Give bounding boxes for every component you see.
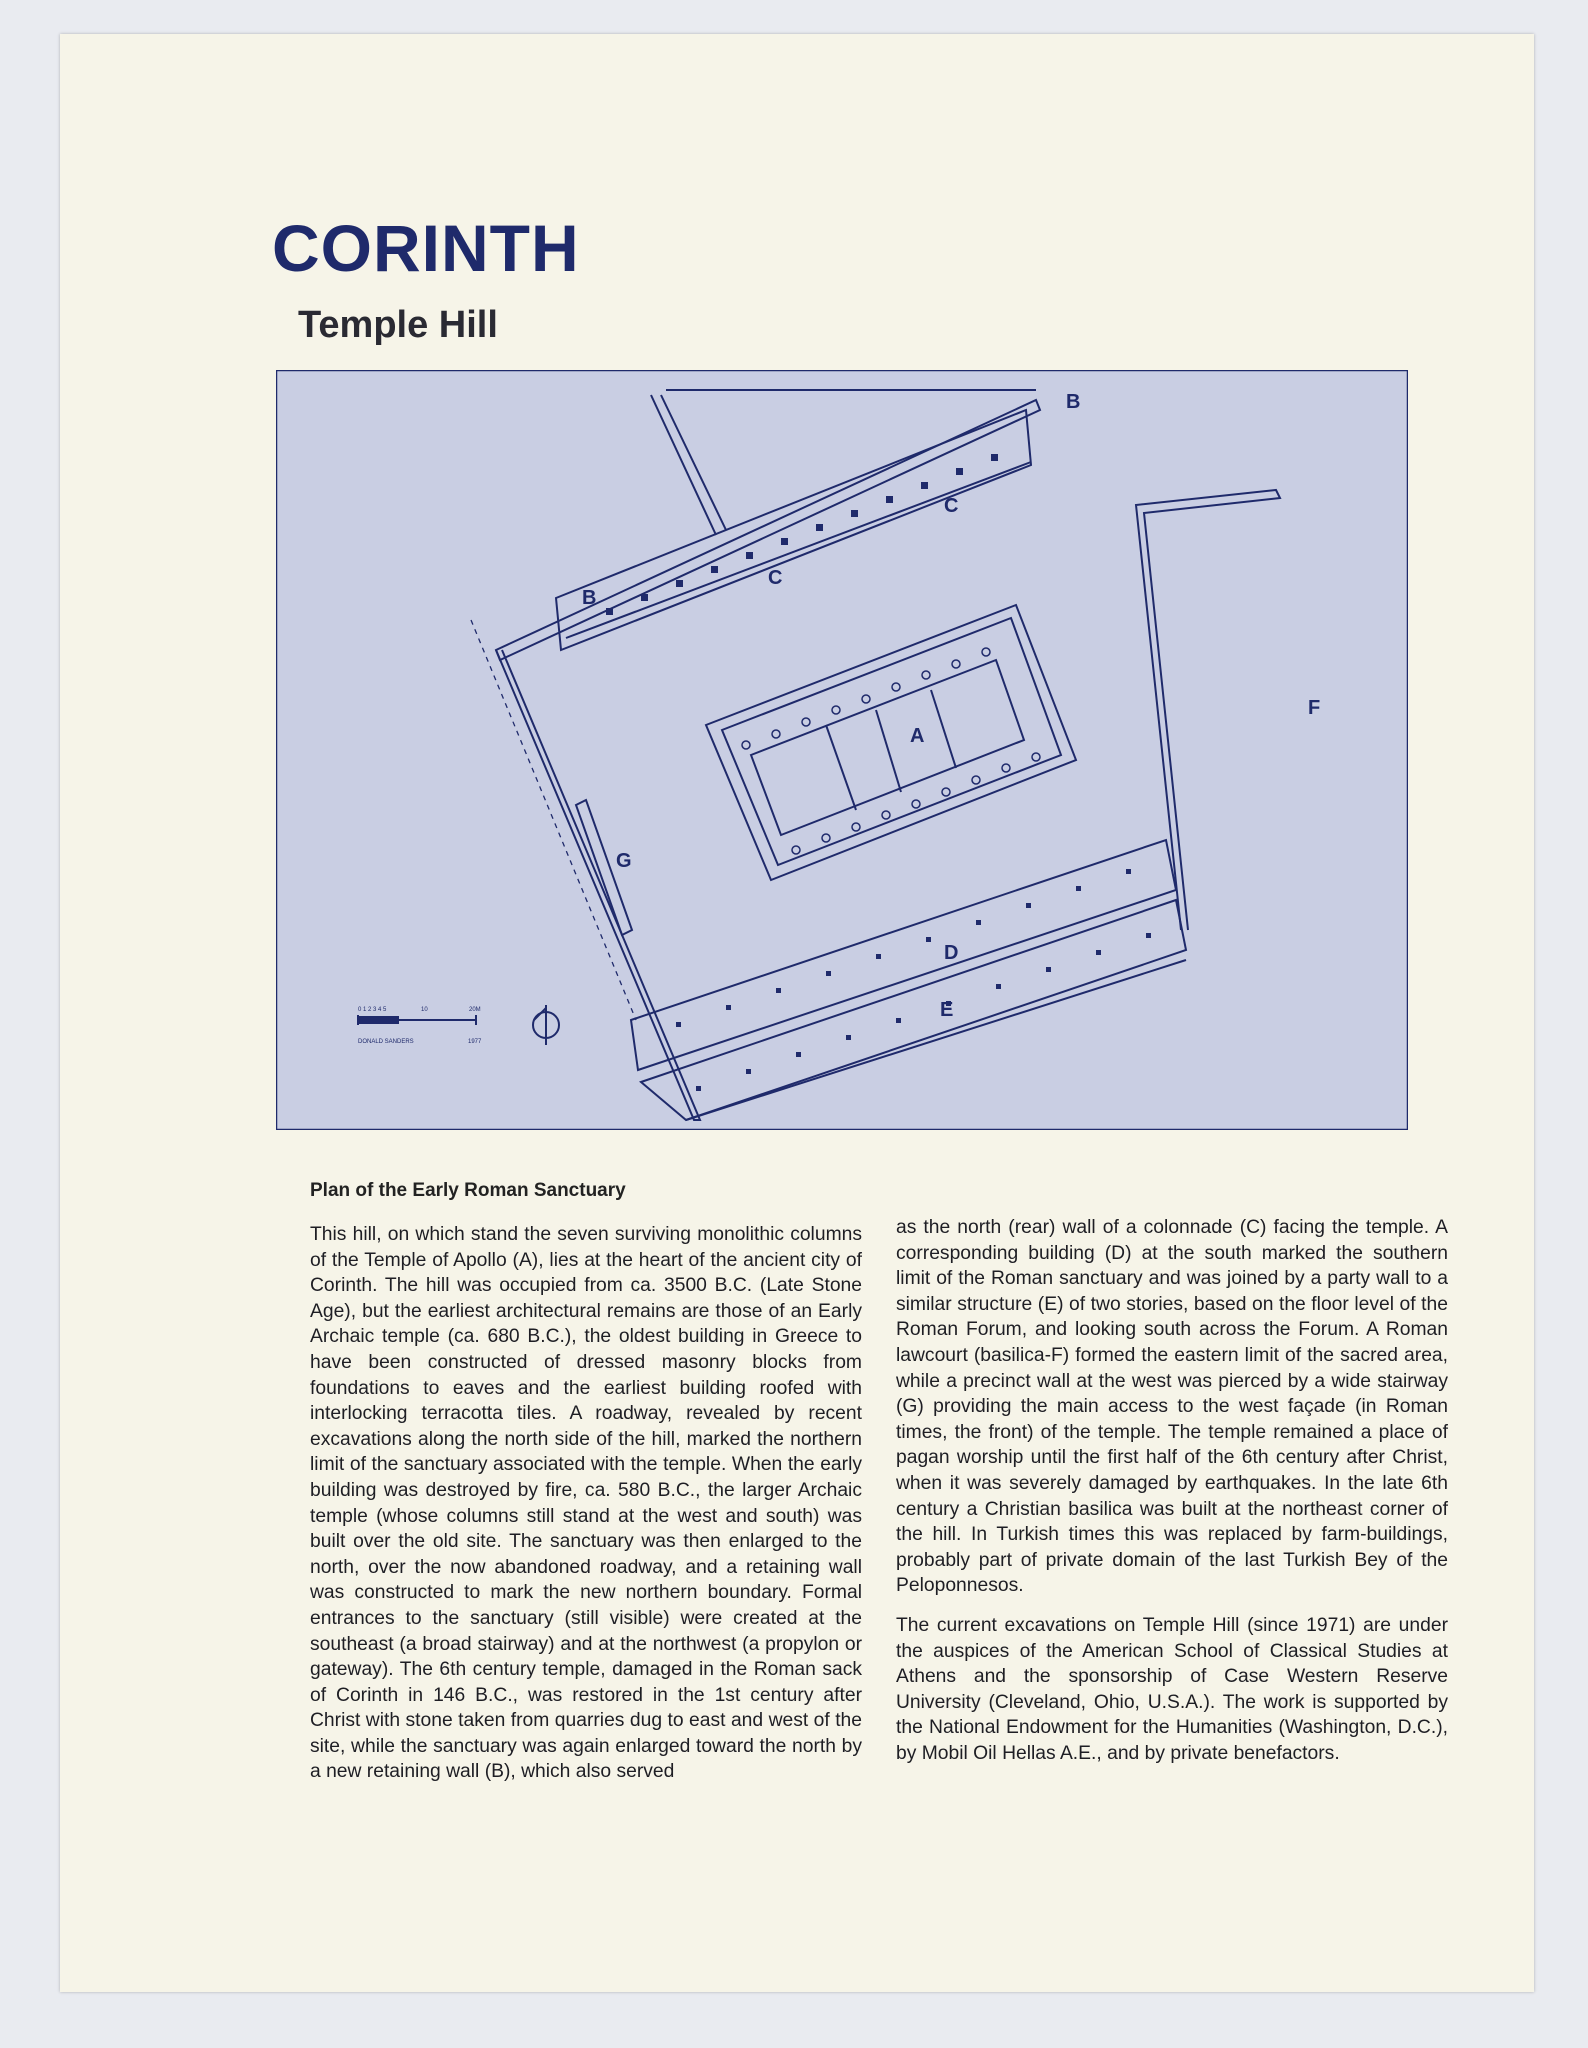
scale-ticks: 0 1 2 3 4 5 (358, 1007, 387, 1013)
col-d-6 (926, 937, 931, 942)
col-c-2 (641, 594, 648, 601)
col-c-3 (676, 580, 683, 587)
col-d-3 (776, 988, 781, 993)
site-plan (276, 370, 1408, 1130)
label-b-east: B (1066, 391, 1081, 413)
col-e-9 (1096, 950, 1101, 955)
label-f: F (1308, 697, 1321, 719)
col-c-8 (851, 510, 858, 517)
col-d-8 (1026, 903, 1031, 908)
col-c-9 (886, 496, 893, 503)
col-c-4 (711, 566, 718, 573)
plan-caption: Plan of the Early Roman Sanctuary (310, 1180, 626, 1201)
col-d-4 (826, 971, 831, 976)
scale-20: 20M (469, 1007, 481, 1013)
scale-10: 10 (421, 1007, 428, 1013)
col-e-10 (1146, 933, 1151, 938)
plan-credit: DONALD SANDERS (358, 1039, 414, 1045)
col-c-1 (606, 608, 613, 615)
body-paragraph: The current excavations on Temple Hill (since 1971) are under the auspices of the American School of Classical Studies at Athens and the sponsorship of Case Western Reserve University (Cleveland, Ohio, U.S.A.). The work is supported by the National Endowment for the Humanities (Washington, D.C.), by Mobil Oil Hellas A.E., and by private benefactors. (896, 1614, 1448, 1764)
label-c-west: C (768, 567, 783, 589)
col-c-6 (781, 538, 788, 545)
label-e: E (940, 999, 954, 1021)
body-column-left (310, 1222, 862, 1799)
body-paragraph: This hill, on which stand the seven surviving monolithic columns of the Temple of Apollo (A), lies at the heart of the ancient city of Corinth. The hill was occupied from ca. 3500 B.C. (Late Stone Age), but the earliest architectural remains are those of an Early Archaic temple (ca. 680 B.C.), the oldest building in Greece to have been constructed of dressed masonry blocks from foundations to eaves and the earliest building roofed with interlocking terracotta tiles. A roadway, revealed by recent excavations along the north side of the hill, marked the northern limit of the sanctuary associated with the temple. When the early building was destroyed by fire, ca. 580 B.C., the larger Archaic temple (whose columns still stand at the west and south) was built over the old site. The sanctuary was then enlarged to the north, over the now abandoned roadway, and a retaining wall was constructed to mark the new northern boundary. Formal entrances to the sanctuary (still visible) were created at the southeast (a broad stairway) and at the northwest (a propylon or gateway). The 6th century temple, damaged in the Roman sack of Corinth in 146 B.C., was restored in the 1st century after Christ with stone taken from quarries dug to east and west of the site, while the sanctuary was again enlarged toward the north by a new retaining wall (B), which also served (310, 1224, 862, 1783)
col-c-5 (746, 552, 753, 559)
col-c-11 (956, 468, 963, 475)
col-d-5 (876, 954, 881, 959)
label-b-west: B (582, 587, 597, 609)
col-c-10 (921, 482, 928, 489)
col-e-5 (896, 1018, 901, 1023)
plan-year: 1977 (468, 1039, 482, 1045)
page-title: CORINTH (272, 211, 580, 285)
col-d-10 (1126, 869, 1131, 874)
col-e-3 (796, 1052, 801, 1057)
col-e-8 (1046, 967, 1051, 972)
paper-sheet (60, 34, 1534, 1992)
col-d-7 (976, 920, 981, 925)
col-c-7 (816, 524, 823, 531)
col-e-7 (996, 984, 1001, 989)
col-d-9 (1076, 886, 1081, 891)
page-subtitle: Temple Hill (298, 304, 498, 346)
col-e-4 (846, 1035, 851, 1040)
col-e-2 (746, 1069, 751, 1074)
col-d-2 (726, 1005, 731, 1010)
label-g: G (616, 850, 632, 872)
col-e-1 (696, 1086, 701, 1091)
label-c-east: C (944, 495, 959, 517)
col-c-12 (991, 454, 998, 461)
body-column-right (896, 1215, 1448, 1780)
body-paragraph: as the north (rear) wall of a colonnade (C) facing the temple. A corresponding building (D) at the south marked the southern limit of the Roman sanctuary and was joined by a party wall to a similar structure (E) of two stories, based on the floor level of the Roman Forum, and looking south across the Forum. A Roman lawcourt (basilica-F) formed the eastern limit of the sacred area, while a precinct wall at the west was pierced by a wide stairway (G) providing the main access to the west façade (in Roman times, the front) of the temple. The temple remained a place of pagan worship until the first half of the 6th century after Christ, when it was severely damaged by earthquakes. In the late 6th century a Christian basilica was built at the northeast corner of the hill. In Turkish times this was replaced by farm-buildings, probably part of private domain of the last Turkish Bey of the Peloponnesos. (896, 1217, 1448, 1597)
label-a: A (910, 725, 925, 747)
col-d-1 (676, 1022, 681, 1027)
label-d: D (944, 942, 959, 964)
